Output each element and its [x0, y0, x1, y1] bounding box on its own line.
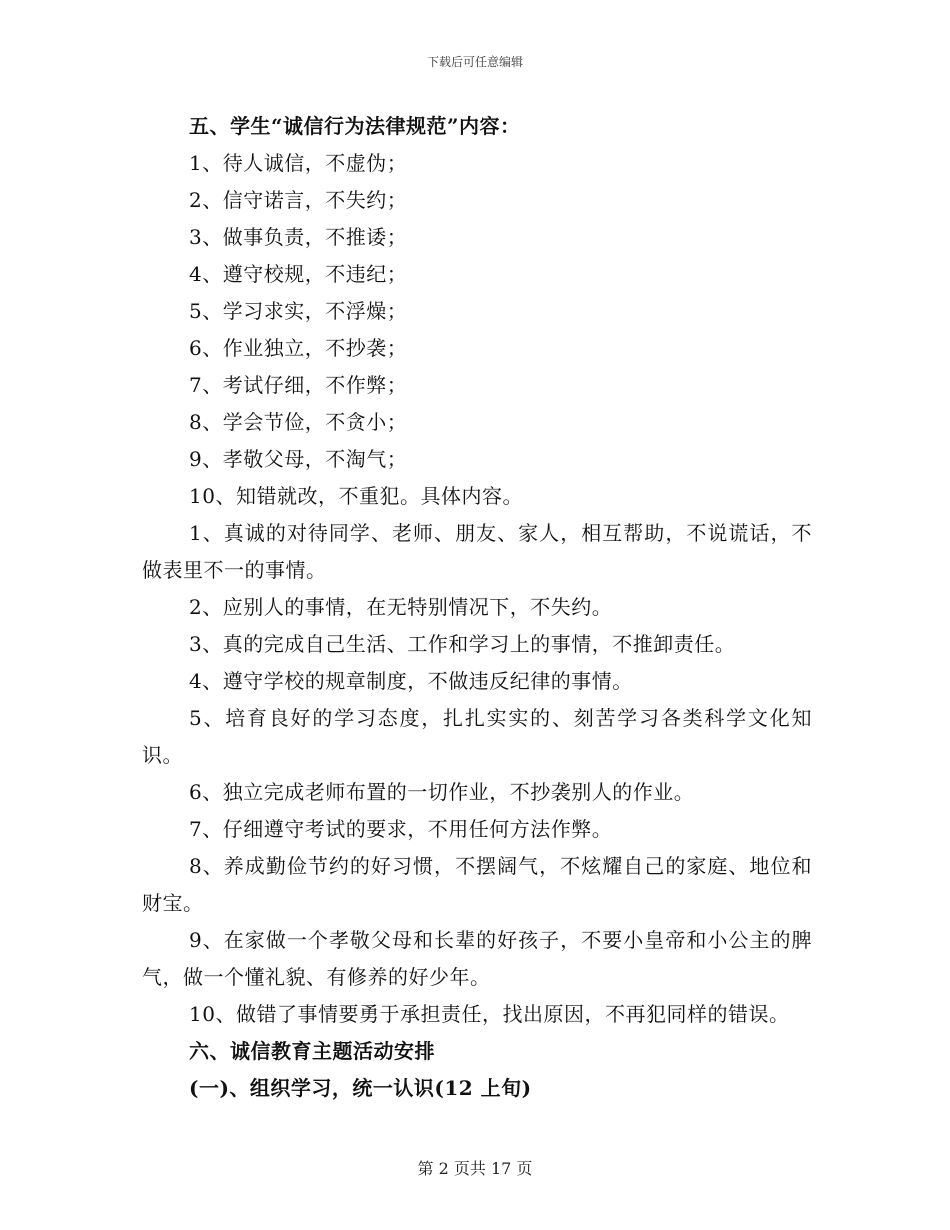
list-item: 2、信守诺言，不失约；	[189, 188, 408, 212]
detail-paragraph: 10、做错了事情要勇于承担责任，找出原因，不再犯同样的错误。	[189, 1002, 790, 1026]
list-item: 10、知错就改，不重犯。具体内容。	[189, 484, 523, 508]
detail-paragraph: 9、在家做一个孝敬父母和长辈的好孩子，不要小皇帝和小公主的脾气，做一个懂礼貌、有修养的好少年。	[142, 928, 812, 989]
list-item: 5、学习求实，不浮燥；	[189, 299, 408, 323]
detail-paragraph: 6、独立完成老师布置的一切作业，不抄袭别人的作业。	[189, 780, 695, 804]
page-content	[142, 108, 812, 1107]
page-footer: 第 2 页共 17 页	[417, 1159, 533, 1178]
detail-paragraph: 3、真的完成自己生活、工作和学习上的事情，不推卸责任。	[189, 632, 736, 656]
detail-paragraph: 4、遵守学校的规章制度，不做违反纪律的事情。	[189, 669, 633, 693]
list-item: 6、作业独立，不抄袭；	[189, 336, 408, 360]
list-item: 7、考试仔细，不作弊；	[189, 373, 408, 397]
list-item: 3、做事负责，不推诿；	[189, 225, 408, 249]
section-6-subtitle: (一)、组织学习，统一认识(12 上旬)	[189, 1076, 532, 1100]
detail-paragraph: 2、应别人的事情，在无特别情况下，不失约。	[189, 595, 613, 619]
detail-paragraph: 7、仔细遵守考试的要求，不用任何方法作弊。	[189, 817, 613, 841]
list-item: 8、学会节俭，不贪小；	[189, 410, 408, 434]
page-header: 下载后可任意编辑	[426, 55, 523, 69]
list-item: 9、孝敬父母，不淘气；	[189, 447, 408, 471]
section-6-title: 六、诚信教育主题活动安排	[189, 1039, 435, 1063]
list-item: 1、待人诚信，不虚伪；	[189, 151, 408, 175]
detail-paragraph: 5、培育良好的学习态度，扎扎实实的、刻苦学习各类科学文化知识。	[142, 706, 812, 767]
section-5-title: 五、学生“诚信行为法律规范”内容：	[189, 114, 521, 138]
detail-paragraph: 1、真诚的对待同学、老师、朋友、家人，相互帮助，不说谎话，不做表里不一的事情。	[142, 521, 812, 582]
detail-paragraph: 8、养成勤俭节约的好习惯，不摆阔气，不炫耀自己的家庭、地位和财宝。	[142, 854, 812, 915]
list-item: 4、遵守校规，不违纪；	[189, 262, 408, 286]
